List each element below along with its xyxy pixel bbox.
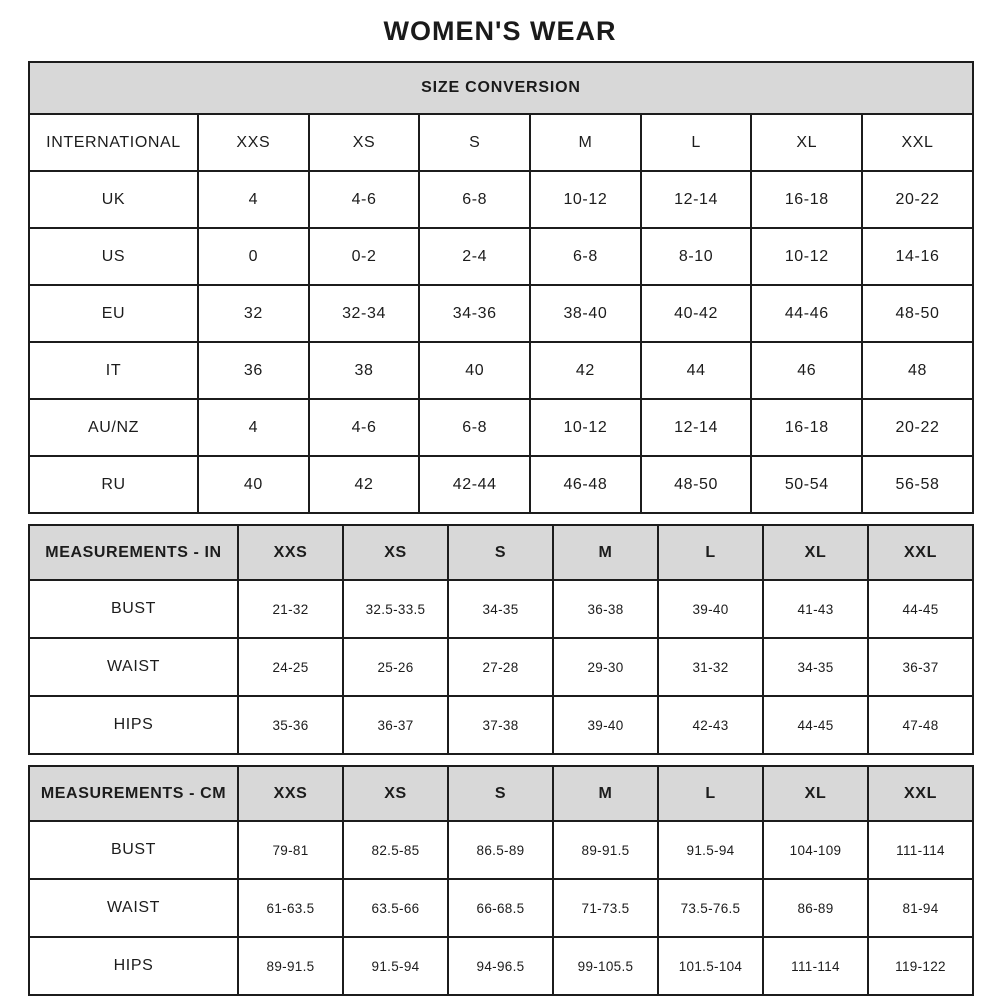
table-row: [29, 285, 973, 342]
size-value: 42-44: [419, 456, 530, 513]
column-header-s: S: [448, 766, 553, 821]
size-value: 0-2: [309, 228, 420, 285]
size-value: 38: [309, 342, 420, 399]
size-value: 41-43: [763, 580, 868, 638]
size-value: 34-35: [448, 580, 553, 638]
size-value: 38-40: [530, 285, 641, 342]
size-value: 16-18: [751, 171, 862, 228]
size-value: 104-109: [763, 821, 868, 879]
row-label: HIPS: [29, 696, 238, 754]
size-value: 40: [419, 342, 530, 399]
size-value: 4-6: [309, 399, 420, 456]
measurements-cm-table: [28, 765, 974, 996]
size-value: 48-50: [862, 285, 973, 342]
column-header-xxl: XXL: [862, 114, 973, 171]
size-value: 32.5-33.5: [343, 580, 448, 638]
size-value: 25-26: [343, 638, 448, 696]
size-value: 35-36: [238, 696, 343, 754]
size-value: 6-8: [419, 171, 530, 228]
size-value: 34-36: [419, 285, 530, 342]
size-value: 73.5-76.5: [658, 879, 763, 937]
size-value: 91.5-94: [658, 821, 763, 879]
column-header-m: M: [553, 525, 658, 580]
row-label: HIPS: [29, 937, 238, 995]
size-value: 50-54: [751, 456, 862, 513]
size-value: 111-114: [868, 821, 973, 879]
size-value: 14-16: [862, 228, 973, 285]
table-row: [29, 580, 973, 638]
size-value: 42: [530, 342, 641, 399]
size-value: 24-25: [238, 638, 343, 696]
table-row: [29, 937, 973, 995]
row-label: RU: [29, 456, 198, 513]
measurements-in-label-header: MEASUREMENTS - IN: [29, 525, 238, 580]
measurements-in-table: [28, 524, 974, 755]
size-value: 91.5-94: [343, 937, 448, 995]
row-label: US: [29, 228, 198, 285]
column-header-xl: XL: [751, 114, 862, 171]
table-row: [29, 696, 973, 754]
column-header-xl: XL: [763, 525, 868, 580]
size-value: 2-4: [419, 228, 530, 285]
size-value: 94-96.5: [448, 937, 553, 995]
size-value: 12-14: [641, 399, 752, 456]
size-value: 12-14: [641, 171, 752, 228]
table-row: [29, 171, 973, 228]
size-value: 37-38: [448, 696, 553, 754]
size-value: 89-91.5: [238, 937, 343, 995]
row-label: BUST: [29, 580, 238, 638]
size-value: 48-50: [641, 456, 752, 513]
size-value: 46: [751, 342, 862, 399]
column-header-l: L: [658, 766, 763, 821]
size-value: 34-35: [763, 638, 868, 696]
size-value: 111-114: [763, 937, 868, 995]
table-row: [29, 879, 973, 937]
row-label: EU: [29, 285, 198, 342]
size-value: 42-43: [658, 696, 763, 754]
row-label: AU/NZ: [29, 399, 198, 456]
size-value: 99-105.5: [553, 937, 658, 995]
column-header-l: L: [658, 525, 763, 580]
size-value: 47-48: [868, 696, 973, 754]
column-header-l: L: [641, 114, 752, 171]
size-value: 79-81: [238, 821, 343, 879]
size-value: 10-12: [530, 171, 641, 228]
size-value: 8-10: [641, 228, 752, 285]
size-value: 81-94: [868, 879, 973, 937]
row-label: WAIST: [29, 638, 238, 696]
size-value: 36: [198, 342, 309, 399]
size-value: 63.5-66: [343, 879, 448, 937]
size-value: 27-28: [448, 638, 553, 696]
column-header-xxs: XXS: [238, 766, 343, 821]
column-header-xs: XS: [343, 766, 448, 821]
size-value: 32-34: [309, 285, 420, 342]
column-header-xxs: XXS: [198, 114, 309, 171]
size-value: 39-40: [553, 696, 658, 754]
column-header-xxs: XXS: [238, 525, 343, 580]
size-value: 101.5-104: [658, 937, 763, 995]
size-value: 66-68.5: [448, 879, 553, 937]
size-value: 36-37: [343, 696, 448, 754]
table-row: [29, 342, 973, 399]
size-value: 6-8: [419, 399, 530, 456]
column-header-s: S: [419, 114, 530, 171]
size-value: 10-12: [751, 228, 862, 285]
size-value: 44-46: [751, 285, 862, 342]
size-value: 0: [198, 228, 309, 285]
size-conversion-table: [28, 61, 974, 514]
size-value: 44-45: [763, 696, 868, 754]
table-row: [29, 456, 973, 513]
size-value: 4: [198, 171, 309, 228]
size-value: 36-38: [553, 580, 658, 638]
size-value: 39-40: [658, 580, 763, 638]
size-value: 20-22: [862, 171, 973, 228]
column-header-xl: XL: [763, 766, 868, 821]
measurements-cm-label-header: MEASUREMENTS - CM: [29, 766, 238, 821]
row-label: UK: [29, 171, 198, 228]
size-value: 40-42: [641, 285, 752, 342]
table-row: [29, 821, 973, 879]
column-header-m: M: [553, 766, 658, 821]
size-value: 10-12: [530, 399, 641, 456]
size-value: 20-22: [862, 399, 973, 456]
size-value: 56-58: [862, 456, 973, 513]
size-value: 86-89: [763, 879, 868, 937]
row-label: IT: [29, 342, 198, 399]
table-row: [29, 228, 973, 285]
size-value: 61-63.5: [238, 879, 343, 937]
size-value: 4-6: [309, 171, 420, 228]
size-value: 89-91.5: [553, 821, 658, 879]
size-value: 44: [641, 342, 752, 399]
size-value: 29-30: [553, 638, 658, 696]
column-header-xs: XS: [309, 114, 420, 171]
size-value: 32: [198, 285, 309, 342]
size-value: 86.5-89: [448, 821, 553, 879]
size-value: 4: [198, 399, 309, 456]
column-header-xxl: XXL: [868, 525, 973, 580]
size-value: 44-45: [868, 580, 973, 638]
size-value: 36-37: [868, 638, 973, 696]
page-title: WOMEN'S WEAR: [383, 16, 617, 46]
column-header-xxl: XXL: [868, 766, 973, 821]
column-header-xs: XS: [343, 525, 448, 580]
table-row: [29, 638, 973, 696]
table-row: [29, 399, 973, 456]
size-value: 40: [198, 456, 309, 513]
size-value: 42: [309, 456, 420, 513]
column-header-s: S: [448, 525, 553, 580]
size-conversion-label-header: INTERNATIONAL: [29, 114, 198, 171]
size-conversion-banner: SIZE CONVERSION: [29, 62, 973, 114]
size-value: 31-32: [658, 638, 763, 696]
size-value: 46-48: [530, 456, 641, 513]
size-value: 71-73.5: [553, 879, 658, 937]
size-value: 21-32: [238, 580, 343, 638]
size-value: 6-8: [530, 228, 641, 285]
row-label: BUST: [29, 821, 238, 879]
column-header-m: M: [530, 114, 641, 171]
row-label: WAIST: [29, 879, 238, 937]
size-value: 119-122: [868, 937, 973, 995]
size-value: 82.5-85: [343, 821, 448, 879]
size-value: 16-18: [751, 399, 862, 456]
size-value: 48: [862, 342, 973, 399]
